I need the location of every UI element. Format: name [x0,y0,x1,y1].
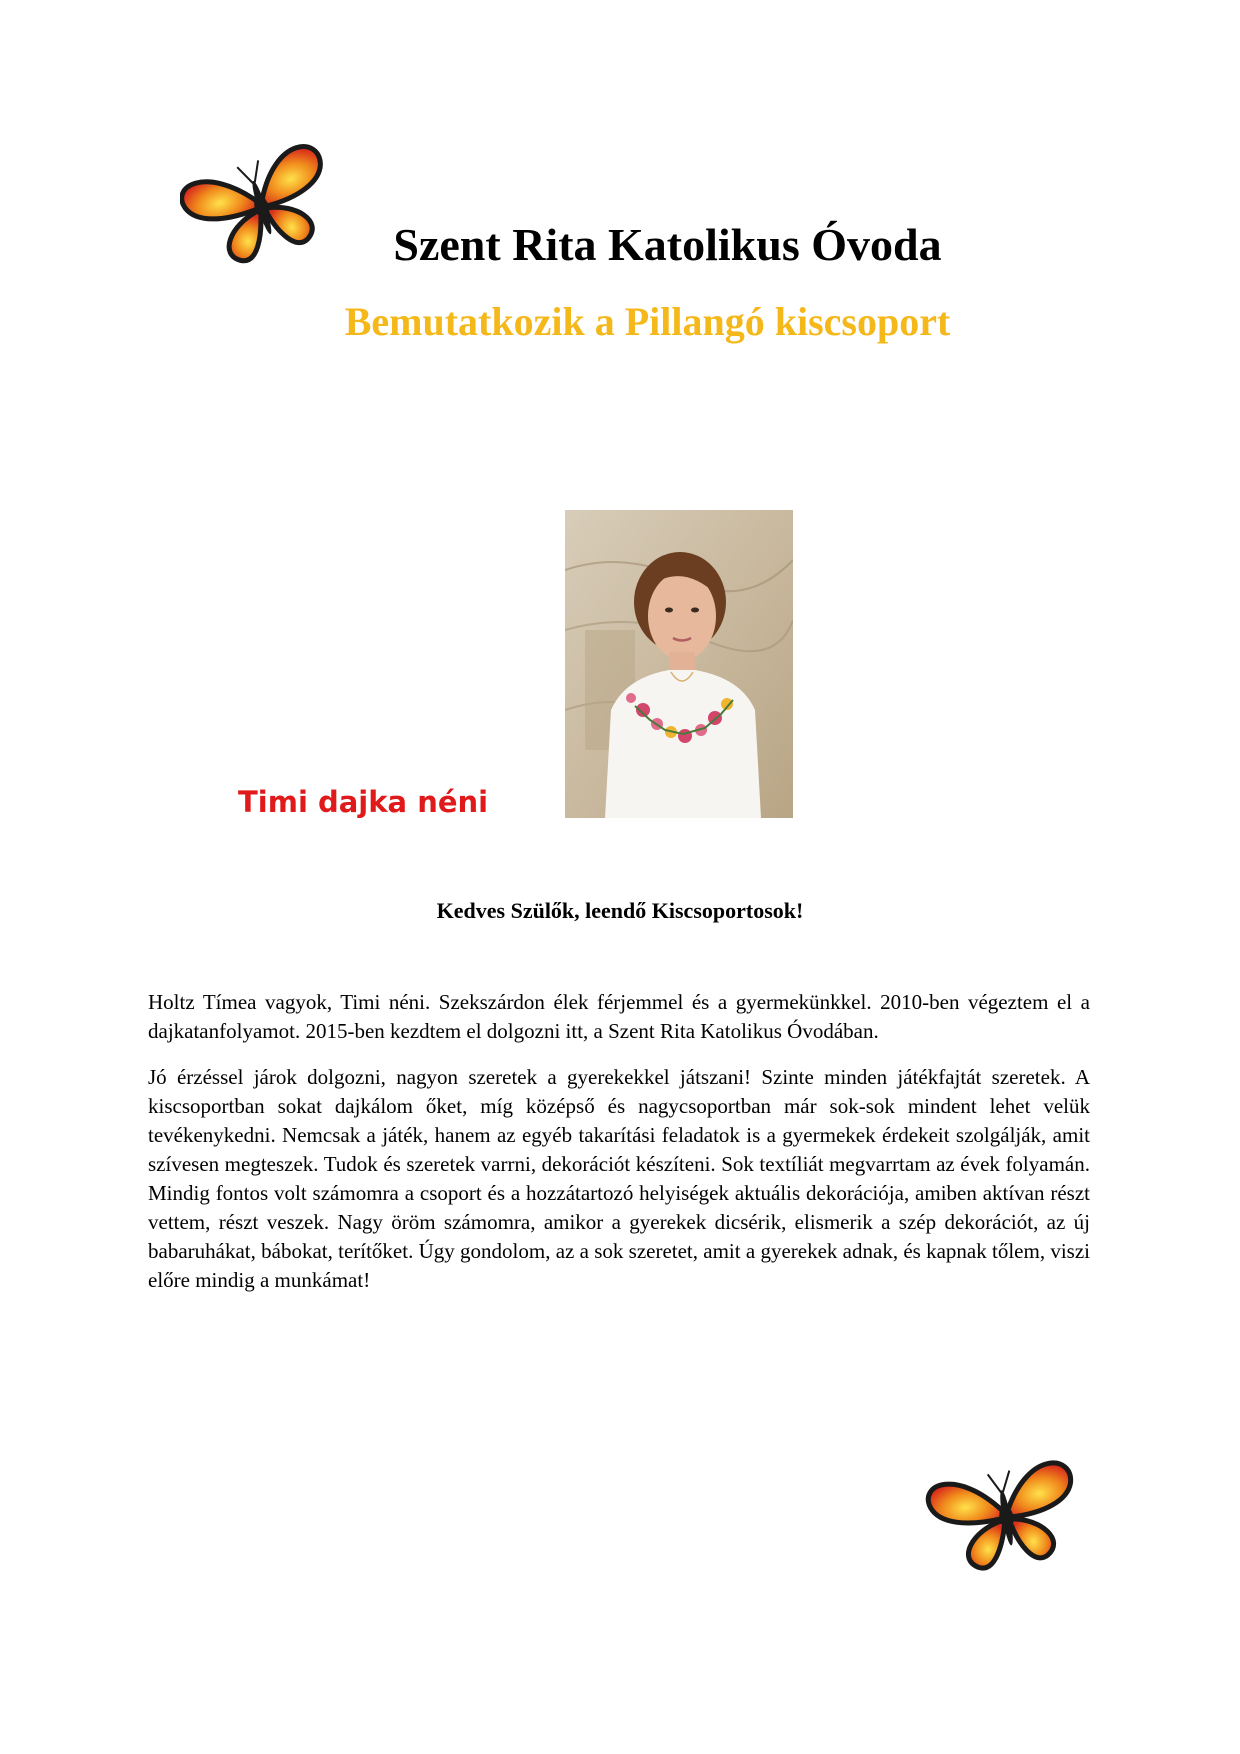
letter-greeting: Kedves Szülők, leendő Kiscsoportosok! [436,898,804,923]
portrait-photo [565,510,793,818]
page-subtitle: Bemutatkozik a Pillangó kiscsoport [344,299,951,344]
letter-body [148,988,1090,1312]
letter-paragraph: Holtz Tímea vagyok, Timi néni. Szekszárdon élek férjemmel és a gyermekünkkel. 2010-ben végeztem el a dajkatanfolyamot. 2015-ben kezdtem el dolgozni itt, a Szent Rita Katolikus Óvodában. [148,990,1090,1043]
photo-caption: Timi dajka néni [238,785,489,819]
letter-paragraph: Jó érzéssel járok dolgozni, nagyon szeretek a gyerekekkel játszani! Szinte minden játékfajtát szeretek. A kiscsoportban sokat dajkálom őket, míg középső és nagycsoportban már sok-sok mindent lehet velük tevékenykedni. Nemcsak a játék, hanem az egyéb takarítási feladatok is a gyermekek érdekeit szolgálják, amit szívesen megteszek. Tudok és szeretek varrni, dekorációt készíteni. Sok textíliát megvarrtam az évek folyamán. Mindig fontos volt számomra a csoport és a hozzátartozó helyiségek aktuális dekorációja, amiben aktívan részt vettem, részt veszek. Nagy öröm számomra, amikor a gyerekek dicsérik, elismerik a szép dekorációt, az új babaruhákat, bábokat, terítőket. Úgy gondolom, az a sok szeretet, amit a gyerekek adnak, és kapnak tőlem, viszi előre mindig a munkámat! [148,1065,1090,1292]
butterfly-icon [925,1450,1085,1580]
page-title: Szent Rita Katolikus Óvoda [393,219,942,270]
